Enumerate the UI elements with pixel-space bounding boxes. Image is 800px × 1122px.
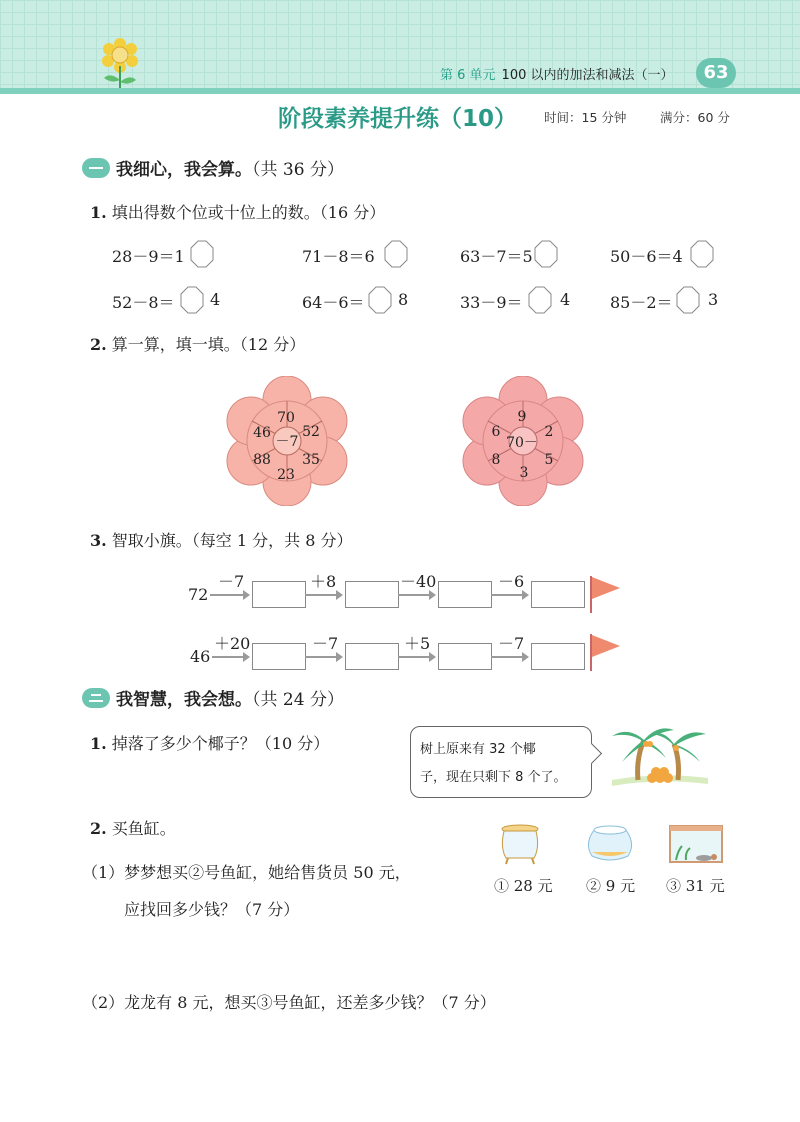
answer-octagon[interactable] [690, 240, 714, 268]
flower-center: －7 [275, 434, 299, 450]
section-one-points: （共 36 分） [252, 160, 344, 180]
time-label: 时间：15 分钟 [544, 110, 627, 125]
section-one-title: 我细心，我会算。 [116, 160, 252, 180]
q-number: 3. [90, 531, 107, 550]
chain-arrow [305, 594, 341, 596]
question-2-2-1-line2: 应找回多少钱？（7 分） [124, 900, 300, 919]
answer-octagon[interactable] [368, 286, 392, 314]
q-number: 1. [90, 734, 107, 753]
chain-op: ＋20 [214, 634, 251, 653]
chain-answer-box[interactable] [531, 643, 585, 670]
petal-number: 3 [519, 465, 529, 481]
section-one-heading [116, 155, 344, 180]
equation: 52－8＝ [112, 293, 175, 312]
chain-op: －40 [400, 572, 437, 591]
chain-op: ＋5 [404, 634, 431, 653]
equation: 50－6＝4 [610, 247, 683, 266]
unit-title: 100 以内的加法和减法（一） [501, 68, 674, 83]
chain-start: 72 [188, 585, 209, 604]
unit-header [440, 64, 674, 83]
coconut-tree-illustration [608, 718, 710, 792]
speech-bubble [410, 726, 592, 798]
question-1-1 [90, 200, 385, 223]
page-title: 阶段素养提升练（10） [278, 106, 518, 132]
chain-op: －7 [498, 634, 525, 653]
equation: 71－8＝6 [302, 247, 375, 266]
answer-octagon[interactable] [180, 286, 204, 314]
score-label: 满分：60 分 [660, 110, 730, 125]
question-2-1 [90, 731, 329, 754]
chain-arrow [212, 656, 248, 658]
q-text: 填出得数个位或十位上的数。（16 分） [111, 203, 386, 222]
chain-op: ＋8 [310, 572, 337, 591]
answer-octagon[interactable] [534, 240, 558, 268]
q-text: 算一算，填一填。（12 分） [111, 335, 306, 354]
chain-op: －6 [498, 572, 525, 591]
answer-octagon[interactable] [676, 286, 700, 314]
equation-digit: 4 [210, 290, 221, 309]
petal-number: 5 [544, 452, 554, 468]
chain-arrow [398, 656, 434, 658]
sunflower-icon [96, 36, 144, 90]
chain-arrow [305, 656, 341, 658]
tank-3-price: ③ 31 元 [666, 877, 725, 895]
petal-number: 35 [302, 452, 320, 468]
chain-answer-box[interactable] [252, 581, 306, 608]
section-two-badge [82, 688, 110, 708]
equation-digit: 3 [708, 290, 719, 309]
page-number: 63 [696, 58, 736, 88]
q-text: 智取小旗。（每空 1 分，共 8 分） [111, 531, 353, 550]
equation-digit: 8 [398, 290, 409, 309]
equation: 64－6＝ [302, 293, 365, 312]
chain-start: 46 [190, 647, 211, 666]
chain-answer-box[interactable] [531, 581, 585, 608]
bubble-text: 树上原来有 32 个椰 [420, 742, 536, 757]
chain-answer-box[interactable] [345, 643, 399, 670]
flag-icon [588, 574, 622, 614]
fish-tank-3-icon [668, 822, 724, 866]
petal-number: 70 [277, 410, 295, 426]
petal-number: 52 [302, 424, 320, 440]
question-2-2-2: （2）龙龙有 8 元，想买③号鱼缸，还差多少钱？（7 分） [82, 993, 496, 1012]
fish-tank-1-icon [498, 822, 542, 866]
chain-arrow [210, 594, 248, 596]
petal-number: 46 [253, 425, 271, 441]
equation: 63－7＝5 [460, 247, 533, 266]
chain-arrow [491, 656, 527, 658]
equation: 28－9＝1 [112, 247, 185, 266]
petal-number: 9 [517, 409, 527, 425]
chain-op: －7 [312, 634, 339, 653]
q-number: 2. [90, 819, 107, 838]
equation: 85－2＝ [610, 293, 673, 312]
q-number: 2. [90, 335, 107, 354]
chain-arrow [398, 594, 434, 596]
question-1-3 [90, 528, 353, 551]
flower-center: 70－ [506, 435, 538, 451]
q-text: 掉落了多少个椰子？（10 分） [111, 734, 330, 753]
tank-1-price: ① 28 元 [494, 877, 553, 895]
section-two-title: 我智慧，我会想。 [116, 690, 252, 710]
answer-octagon[interactable] [528, 286, 552, 314]
q-number: 1. [90, 203, 107, 222]
bubble-text: 子，现在只剩下 8 个了。 [420, 770, 567, 785]
unit-label: 第 6 单元 [440, 68, 496, 83]
chain-answer-box[interactable] [438, 643, 492, 670]
section-two-points: （共 24 分） [252, 690, 344, 710]
answer-octagon[interactable] [384, 240, 408, 268]
chain-answer-box[interactable] [345, 581, 399, 608]
chain-answer-box[interactable] [252, 643, 306, 670]
flag-icon [588, 632, 622, 672]
petal-number: 23 [277, 467, 295, 483]
equation-digit: 4 [560, 290, 571, 309]
chain-op: －7 [218, 572, 245, 591]
flower-2 [458, 376, 588, 506]
chain-arrow [491, 594, 527, 596]
answer-octagon[interactable] [190, 240, 214, 268]
question-2-2 [90, 816, 176, 839]
flower-1 [222, 376, 352, 506]
fish-tank-2-icon [584, 822, 636, 866]
petal-number: 88 [253, 452, 271, 468]
section-one-badge [82, 158, 110, 178]
chain-answer-box[interactable] [438, 581, 492, 608]
q-text: 买鱼缸。 [111, 819, 176, 838]
petal-number: 2 [544, 424, 554, 440]
section-two-heading [116, 685, 344, 710]
tank-2-price: ② 9 元 [586, 877, 636, 895]
petal-number: 6 [491, 424, 501, 440]
question-1-2 [90, 332, 305, 355]
equation: 33－9＝ [460, 293, 523, 312]
question-2-2-1-line1: （1）梦梦想买②号鱼缸，她给售货员 50 元， [82, 863, 411, 882]
petal-number: 8 [491, 452, 501, 468]
